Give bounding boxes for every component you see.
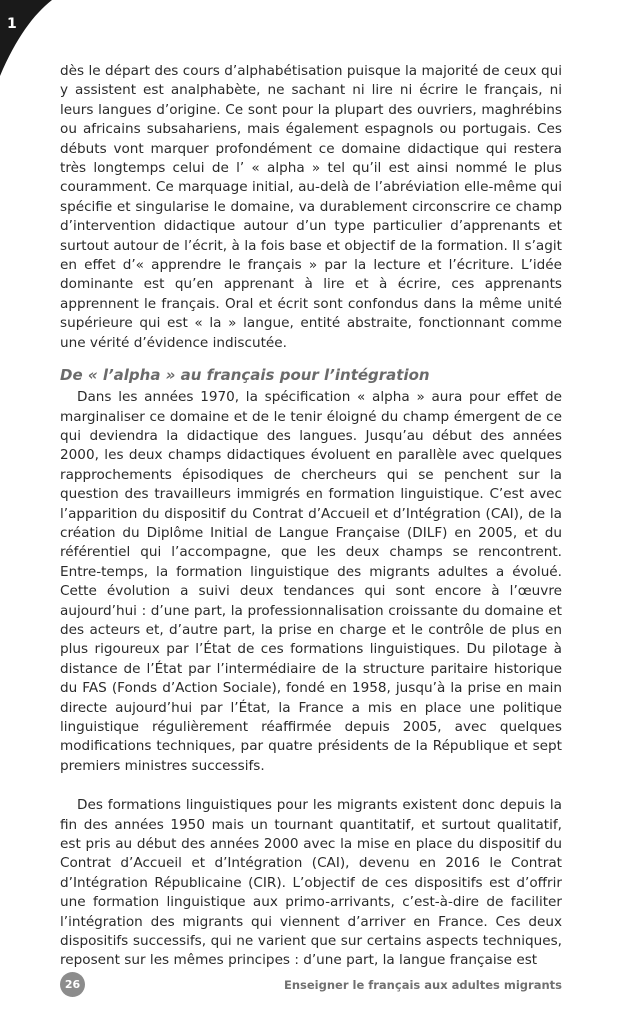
page-footer: [60, 972, 562, 996]
chapter-number: 1: [7, 16, 17, 32]
body-paragraph-1: dès le départ des cours d’alphabétisation puisque la majorité de ceux qui y assistent est analphabète, ne sachant ni lire ni écrire le français, ni leurs langues d’origine. Ce sont pour la plupart des ouvriers, maghrébins ou africains subsahariens, mais également espagnols ou portugais. Ces débuts vont marquer profondément ce domaine didactique qui restera très longtemps celui de l’ « alpha » tel qu’il est ainsi nommé le plus couramment. Ce marquage initial, au-delà de l’abréviation elle-même qui spécifie et singularise le domaine, va durablement circonscrire ce champ d’intervention didactique autour d’un type particulier d’apprenants et surtout autour de l’écrit, à la fois base et objectif de la formation. Il s’agit en effet d’« apprendre le français » par la lecture et l’écriture. L’idée dominante est qu’en apprenant à lire et à écrire, ces apprenants apprennent le français. Oral et écrit sont confondus dans la même unité supérieure qui est « la » langue, entité abstraite, fonctionnant comme une vérité d’évidence indiscutée.: [60, 63, 562, 351]
corner-tab-shape: [0, 0, 52, 76]
body-paragraph-3: Des formations linguistiques pour les migrants existent donc depuis la fin des années 1950 mais un tournant quantitatif, et surtout qualitatif, est pris au début des années 2000 avec la mise en place du dispositif du Contrat d’Accueil et d’Intégration (CAI), devenu en 2016 le Contrat d’Intégration Républicaine (CIR). L’objectif de ces dispositifs est d’offrir une formation linguistique aux primo-arrivants, c’est-à-dire de faciliter l’intégration des migrants qui viennent d’arriver en France. Ces deux dispositifs successifs, qui ne varient que sur certains aspects techniques, reposent sur les mêmes principes : d’une part, la langue française est: [60, 797, 562, 969]
paragraph-spacer: [60, 776, 562, 796]
page-number-badge: 26: [60, 972, 85, 997]
body-paragraph-2: Dans les années 1970, la spécification « alpha » aura pour effet de marginaliser ce domaine et de le tenir éloigné du champ émergent de ce qui deviendra la didactique des langues. Jusqu’au début des années 2000, les deux champs didactiques évoluent en parallèle avec quelques rapprochements épisodiques de chercheurs qui se penchent sur la question des travailleurs immigrés en formation linguistique. C’est avec l’apparition du dispositif du Contrat d’Accueil et d’Intégration (CAI), de la création du Diplôme Initial de Langue Française (DILF) en 2005, et du référentiel qui l’accompagne, que les deux champs se rencontrent. Entre-temps, la formation linguistique des migrants adultes a évolué. Cette évolution a suivi deux tendances qui sont encore à l’œuvre aujourd’hui : d’une part, la professionnalisation croissante du domaine et des acteurs et, d’autre part, la prise en charge et le contrôle de plus en plus rigoureux par l’État de ces formations linguistiques. Du pilotage à distance de l’État par l’intermédiaire de la structure paritaire historique du FAS (Fonds d’Action Sociale), fondé en 1958, jusqu’à la prise en main directe aujourd’hui par l’État, la France a mis en place une politique linguistique régulièrement réaffirmée depuis 2005, avec quelques modifications techniques, par quatre présidents de la République et sept premiers ministres successifs.: [60, 389, 562, 774]
chapter-corner-tab: [0, 0, 52, 76]
section-heading: De « l’alpha » au français pour l’intégration: [60, 366, 430, 385]
page-body: [60, 62, 562, 971]
running-title: Enseigner le français aux adultes migrants: [283, 978, 562, 992]
